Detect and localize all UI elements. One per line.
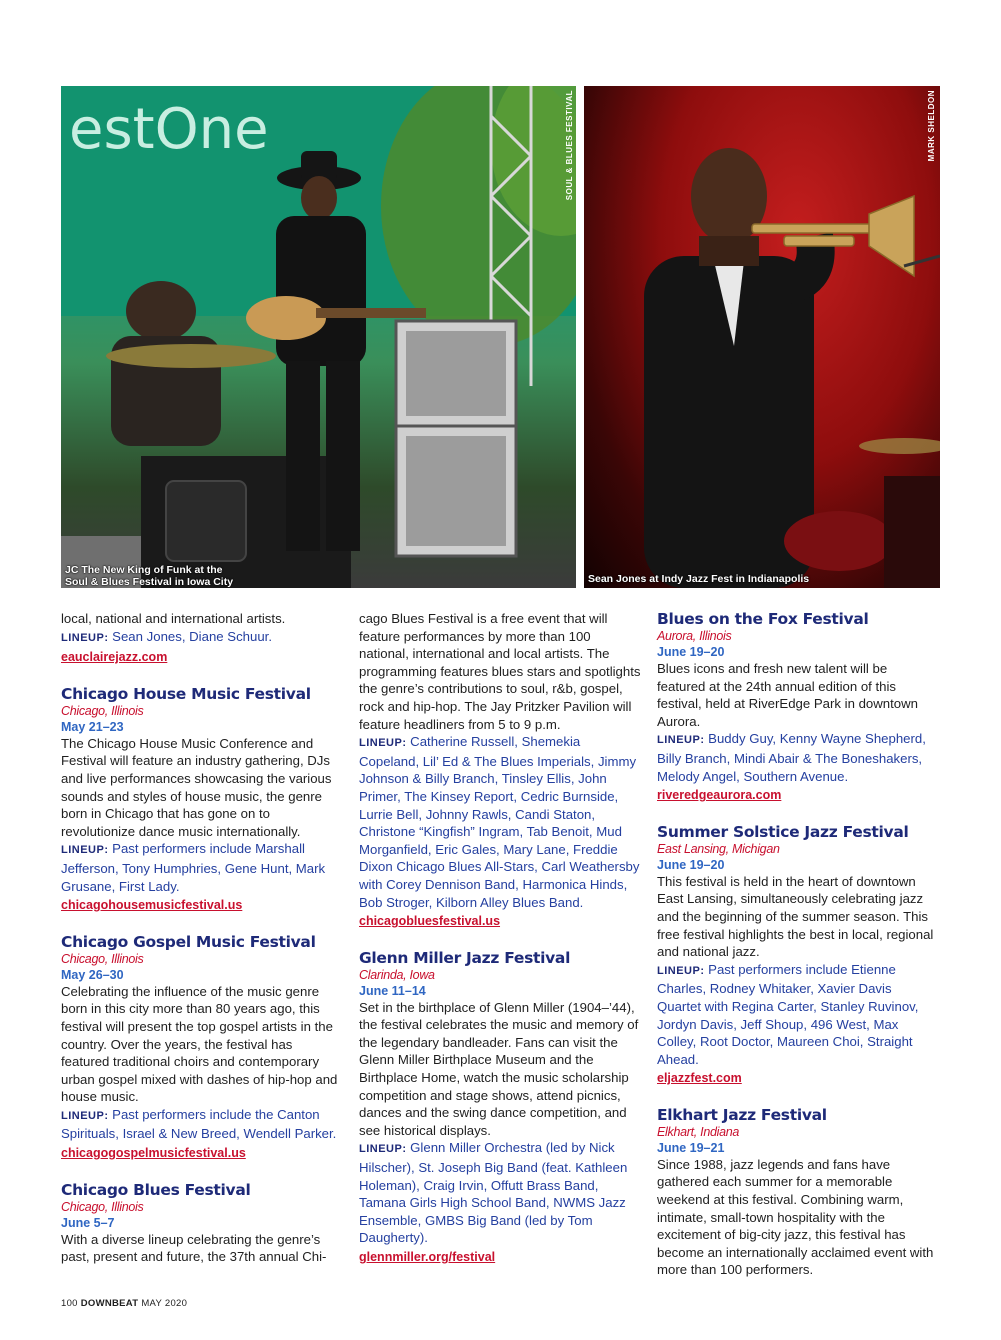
photo-caption-left: [65, 564, 233, 588]
lineup-text: Past performers include Marshall Jefferson, Tony Humphries, Gene Hunt, Mark Grusane, First Lady.: [61, 841, 326, 894]
lineup-text: Past performers include the Canton Spirituals, Israel & New Breed, Wendell Parker.: [61, 1106, 337, 1142]
festival-dates: May 21–23: [61, 719, 124, 734]
festival-location: Chicago, Illinois: [61, 703, 144, 718]
photo-left-artwork: [61, 86, 576, 588]
lineup-text: Past performers include Etienne Charles, Rodney Whitaker, Xavier Davis Quartet with Regina Carter, Stanley Ruvinov, Jordyn Davis, Jeff Shoup, 496 West, Max Colley, Root Doctor, Maureen Choi, Straight Ahead.: [657, 961, 919, 1067]
lineup-label: LINEUP:: [61, 844, 109, 857]
festival-location: Chicago, Illinois: [61, 951, 144, 966]
column-1: [61, 610, 343, 1266]
festival-location: Clarinda, Iowa: [359, 967, 435, 982]
festival-dates: June 19–20: [657, 645, 725, 659]
lineup-line: [657, 730, 939, 785]
festival-entry: [657, 823, 939, 1088]
continued-entry-col2: [359, 610, 641, 931]
caption-left-line2: Soul & Blues Festival in Iowa City: [65, 576, 234, 588]
festival-entry: [359, 949, 641, 1267]
festival-link[interactable]: chicagobluesfestival.us: [359, 914, 501, 929]
lineup-label: LINEUP:: [61, 631, 109, 644]
festival-dates: June 5–7: [61, 1215, 115, 1230]
photo-sean-jones: [584, 86, 940, 588]
festival-entry: [657, 1106, 939, 1279]
lineup-label: LINEUP:: [657, 964, 705, 977]
photo-soul-blues-festival: [61, 86, 576, 588]
column-3: [657, 610, 939, 1279]
festival-description: With a diverse lineup celebrating the genre’s past, present and future, the 37th annual Chi-: [61, 1231, 327, 1265]
festival-entry: [657, 610, 939, 805]
page-footer: [61, 1298, 187, 1309]
lineup-label: LINEUP:: [359, 1143, 407, 1156]
lineup-line: [61, 840, 343, 895]
festival-dates: June 19–20: [657, 857, 725, 872]
festival-dates: June 11–14: [359, 983, 426, 998]
issue-date: MAY 2020: [141, 1298, 188, 1309]
festival-location: Chicago, Illinois: [61, 1199, 144, 1214]
lineup-text: Sean Jones, Diane Schuur.: [112, 628, 272, 644]
continued-text: local, national and international artists.: [61, 611, 286, 626]
festival-description: The Chicago House Music Conference and Festival will feature an industry gathering, DJs and live performances showcasing the various sounds and styles of house music, the genre born in Chicago that has gone on to revolutionize dance music internationally.: [61, 735, 332, 839]
caption-left-line1: JC The New King of Funk at the: [65, 564, 223, 576]
lineup-line: [359, 1139, 641, 1247]
festival-entry: [61, 933, 343, 1163]
festival-dates: June 19–21: [657, 1140, 725, 1155]
continued-text: cago Blues Festival is a free event that will feature performances by more than 100 national, international and local artists. The programming features blues stars and spotlights the genre’s contributions to soul, r&b, gospel, rock and hip-hop. The Jay Pritzker Pavilion will feature headliners from 5 to 9 p.m.: [359, 611, 641, 732]
photo-caption-right: Sean Jones at Indy Jazz Fest in Indianapolis: [588, 573, 810, 585]
lineup-label: LINEUP:: [657, 734, 705, 747]
festival-link[interactable]: chicagohousemusicfestival.us: [61, 898, 243, 913]
festival-link[interactable]: eauclairejazz.com: [61, 650, 168, 665]
festival-location: Aurora, Illinois: [657, 629, 732, 643]
lineup-label: LINEUP:: [359, 737, 407, 750]
festival-title: Chicago House Music Festival: [61, 684, 311, 703]
festival-entry: [61, 1181, 343, 1266]
festival-location: Elkhart, Indiana: [657, 1124, 740, 1139]
lineup-line: [657, 961, 939, 1069]
photo-credit-right: MARK SHELDON: [927, 90, 936, 162]
column-2: [359, 610, 641, 1267]
festival-link[interactable]: glennmiller.org/festival: [359, 1250, 496, 1264]
photo-credit-left: SOUL & BLUES FESTIVAL: [565, 90, 574, 201]
festival-link[interactable]: chicagogospelmusicfestival.us: [61, 1146, 246, 1161]
festival-description: Celebrating the influence of the music genre born in this city more than 80 years ago, this festival will present the top gospel artists in the country. Over the years, the festival has featured traditional choirs and contemporary urban gospel mixed with dashes of hip-hop and house music.: [61, 983, 338, 1105]
festival-title: Blues on the Fox Festival: [657, 610, 869, 628]
lineup-line: [61, 628, 343, 648]
festival-dates: May 26–30: [61, 967, 124, 982]
lineup-label: LINEUP:: [61, 1109, 109, 1122]
photo-right-artwork: [584, 86, 940, 588]
lineup-line: [359, 733, 641, 911]
festival-title: Chicago Gospel Music Festival: [61, 932, 316, 951]
festival-link[interactable]: eljazzfest.com: [657, 1071, 742, 1086]
festival-location: East Lansing, Michigan: [657, 841, 780, 856]
lineup-text: Catherine Russell, Shemekia Copeland, Lil’ Ed & The Blues Imperials, Jimmy Johnson & Billy Branch, Tinsley Ellis, John Primer, The Kinsey Report, Cedric Burnside, Lurrie Bell, Johnny Rawls, Candi Staton, Christone “Kingfish” Ingram, Tab Benoit, Mud Morganfield, Eric Gales, Mary Lane, Freddie Dixon Chicago Blues All-Stars, Carl Weathersby with Corey Dennison Band, Harmonica Hinds, Bob Stroger, Kilborn Alley Blues Band.: [359, 734, 640, 910]
magazine-name: DOWNBEAT: [80, 1298, 139, 1309]
banner-text: estOne: [69, 97, 269, 162]
festival-title: Summer Solstice Jazz Festival: [657, 822, 909, 841]
festival-title: Chicago Blues Festival: [61, 1180, 251, 1199]
festival-title: Elkhart Jazz Festival: [657, 1105, 827, 1124]
continued-entry-col1: [61, 610, 343, 667]
festival-description: Blues icons and fresh new talent will be featured at the 24th annual edition of this festival, held at RiverEdge Park in downtown Aurora.: [657, 661, 918, 729]
lineup-line: [61, 1106, 343, 1143]
festival-title: Glenn Miller Jazz Festival: [359, 948, 571, 967]
festival-entry: [61, 685, 343, 915]
festival-description: Set in the birthplace of Glenn Miller (1904–’44), the festival celebrates the music and memory of the legendary bandleader. Fans can visit the Glenn Miller Birthplace Museum and the Birthplace Home, watch the music scholarship competition and stage shows, attend picnics, dances and the swing dance competition, and see historical displays.: [359, 999, 639, 1138]
festival-link[interactable]: riveredgeaurora.com: [657, 788, 782, 803]
festival-description: Since 1988, jazz legends and fans have gathered each summer for a memorable weekend at this festival. Combining warm, intimate, small-town hospitality with the excitement of big-city jazz, this festival has become an internationally acclaimed event with more than 100 performers.: [657, 1156, 934, 1278]
lineup-text: Buddy Guy, Kenny Wayne Shepherd, Billy Branch, Mindi Abair & The Boneshakers, Melody Angel, Southern Avenue.: [657, 731, 926, 784]
lineup-text: Glenn Miller Orchestra (led by Nick Hilscher), St. Joseph Big Band (feat. Kathleen Holeman), Craig Irvin, Offutt Brass Band, Tamana Girls High School Band, NWMS Jazz Ensemble, GMBS Big Band (led by Tom Daugherty).: [359, 1140, 628, 1246]
page-number: 100: [61, 1298, 78, 1309]
festival-description: This festival is held in the heart of downtown East Lansing, simultaneously celebrating jazz and the beginning of the summer season. This free festival highlights the best in local, regional and national jazz.: [657, 873, 934, 960]
